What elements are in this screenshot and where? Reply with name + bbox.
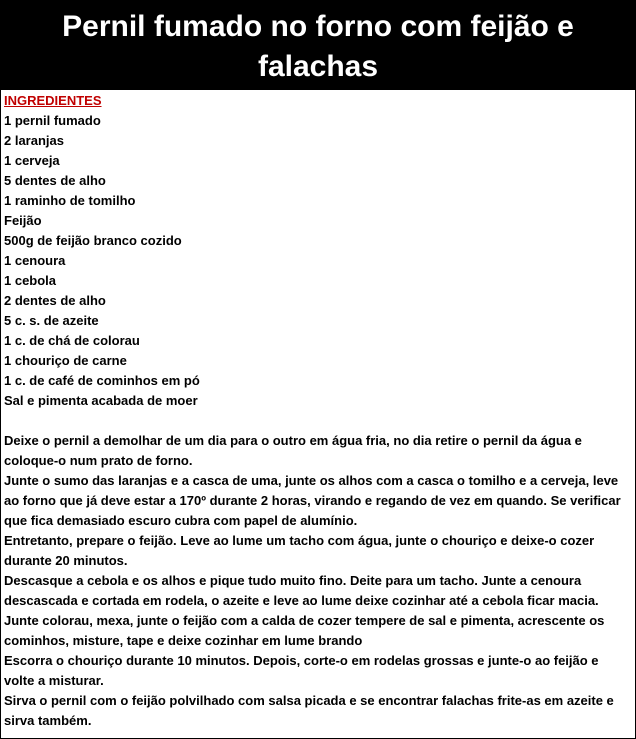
section-spacer xyxy=(4,411,632,431)
ingredient-item: 2 dentes de alho xyxy=(4,293,106,308)
recipe-title: Pernil fumado no forno com feijão e falachas xyxy=(1,1,635,90)
ingredient-item: 1 c. de café de cominhos em pó xyxy=(4,373,200,388)
ingredient-item: 1 raminho de tomilho xyxy=(4,193,136,208)
step-paragraph: Junte o sumo das laranjas e a casca de uma, junte os alhos com a casca o tomilho e a cerveja, leve ao forno que já deve estar a 170º durante 2 horas, virando e regando de vez em quando. Se verificar que fica demasiado escuro cubra com papel de alumínio. xyxy=(4,473,621,528)
ingredient-item: 1 chouriço de carne xyxy=(4,353,127,368)
step-paragraph: Escorra o chouriço durante 10 minutos. Depois, corte-o em rodelas grossas e junte-o ao feijão e volte a misturar. xyxy=(4,653,599,688)
ingredient-item: 1 cerveja xyxy=(4,153,60,168)
ingredient-item: 5 dentes de alho xyxy=(4,173,106,188)
ingredient-item: 1 cebola xyxy=(4,273,57,288)
recipe-content xyxy=(1,90,635,731)
ingredient-item: 5 c. s. de azeite xyxy=(4,313,99,328)
ingredient-item: 1 c. de chá de colorau xyxy=(4,333,140,348)
ingredient-item: 1 pernil fumado xyxy=(4,113,101,128)
step-paragraph: Sirva o pernil com o feijão polvilhado com salsa picada e se encontrar falachas frite-as em azeite e sirva também. xyxy=(4,693,614,728)
step-paragraph: Descasque a cebola e os alhos e pique tudo muito fino. Deite para um tacho. Junte a cenoura descascada e cortada em rodela, o azeite e leve ao lume deixe cozinhar até a cebola ficar macia. Junte colorau, mexa, junte o feijão com a calda de cozer tempere de sal e pimenta, acrescente os cominhos, misture, tape e deixe cozinhar em lume brando xyxy=(4,573,605,648)
ingredients-list xyxy=(4,111,632,411)
ingredient-item: Feijão xyxy=(4,213,42,228)
ingredients-heading: INGREDIENTES xyxy=(4,93,102,108)
ingredient-item: 2 laranjas xyxy=(4,133,64,148)
ingredient-item: Sal e pimenta acabada de moer xyxy=(4,393,198,408)
step-paragraph: Deixe o pernil a demolhar de um dia para o outro em água fria, no dia retire o pernil da água e coloque-o num prato de forno. xyxy=(4,433,582,468)
ingredient-item: 500g de feijão branco cozido xyxy=(4,233,182,248)
step-paragraph: Entretanto, prepare o feijão. Leve ao lume um tacho com água, junte o chouriço e deixe-o cozer durante 20 minutos. xyxy=(4,533,595,568)
ingredient-item: 1 cenoura xyxy=(4,253,66,268)
preparation-steps xyxy=(4,431,632,731)
